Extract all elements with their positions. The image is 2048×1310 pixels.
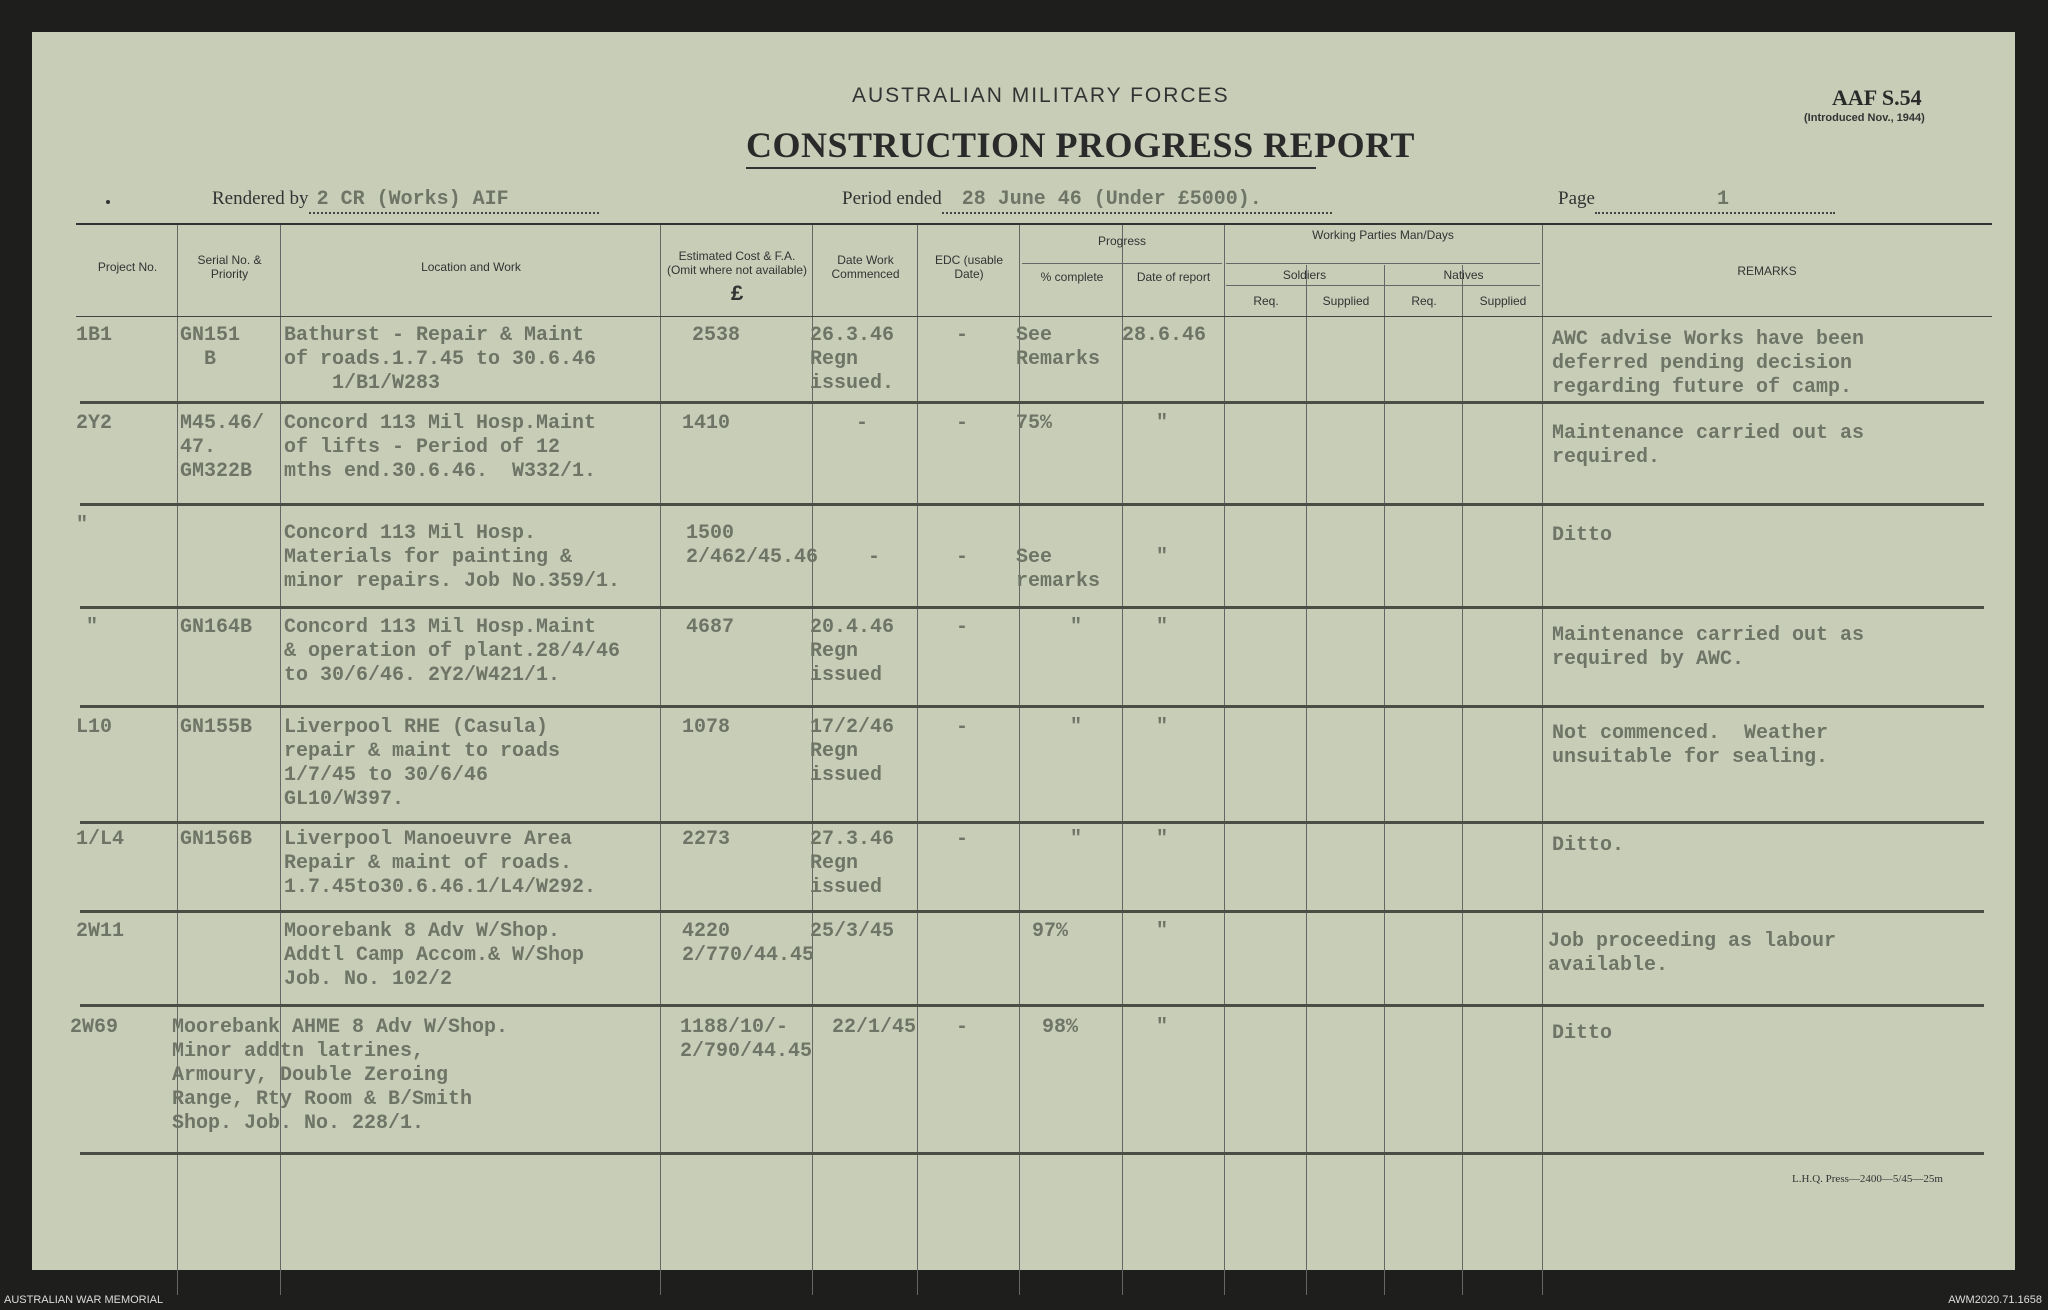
- header-working-parties: Working Parties Man/Days: [1312, 228, 1454, 242]
- row-rule: [80, 401, 1984, 404]
- row3-location: Concord 113 Mil Hosp. Materials for painting & minor repairs. Job No.359/1.: [284, 522, 621, 593]
- row1-remarks: AWC advise Works have been deferred pending decision regarding future of camp.: [1552, 328, 1865, 399]
- header-date-commenced: Date Work Commenced: [831, 253, 900, 281]
- header-percent: % complete: [1040, 270, 1104, 284]
- page-value: 1: [1716, 188, 1729, 211]
- header-date-of-report: Date of report: [1136, 270, 1211, 284]
- header-estimated-cost: Estimated Cost & F.A. (Omit where not available): [666, 249, 808, 277]
- row4-project: ": [86, 616, 99, 639]
- row2-edc: -: [956, 412, 969, 435]
- column-divider: [1306, 265, 1307, 1295]
- report-title: CONSTRUCTION PROGRESS REPORT: [746, 125, 1415, 165]
- row5-date-report: ": [1132, 716, 1169, 739]
- header-project-no: Project No.: [97, 260, 158, 274]
- column-divider: [1122, 225, 1123, 1295]
- row8-date-report: ": [1132, 1016, 1169, 1039]
- row2-date: -: [832, 412, 869, 435]
- page-field: [1595, 188, 1835, 214]
- row6-remarks: Ditto.: [1552, 834, 1625, 857]
- header-soldiers-req: Req.: [1253, 294, 1279, 308]
- row8-project: 2W69: [70, 1016, 119, 1039]
- row8-edc: -: [956, 1016, 969, 1039]
- row6-project: 1/L4: [76, 828, 125, 851]
- row-rule: [80, 821, 1984, 824]
- row-rule: [80, 606, 1984, 609]
- row3-date-report: ": [1156, 546, 1169, 569]
- row1-location: Bathurst - Repair & Maint of roads.1.7.45 to 30.6.46 1/B1/W283: [284, 324, 597, 395]
- archive-reference: AWM2020.71.1658: [1948, 1294, 2042, 1306]
- title-underline: [746, 167, 1316, 169]
- page-line: [1558, 188, 1835, 214]
- form-code: AAF S.54: [1832, 85, 1922, 110]
- rendered-by-line: [212, 188, 599, 214]
- row6-serial: GN156B: [180, 828, 253, 851]
- row2-cost: 1410: [682, 412, 731, 435]
- header-natives-supplied: Supplied: [1479, 294, 1527, 308]
- row7-remarks: Job proceeding as labour available.: [1548, 930, 1837, 977]
- row3-percent: See remarks: [1016, 546, 1101, 593]
- row4-location: Concord 113 Mil Hosp.Maint & operation of plant.28/4/46 to 30/6/46. 2Y2/W421/1.: [284, 616, 621, 687]
- row6-cost: 2273: [682, 828, 731, 851]
- period-ended-line: [842, 188, 1332, 214]
- row4-edc: -: [956, 616, 969, 639]
- period-ended-value: 28 June 46 (Under £5000).: [961, 188, 1262, 211]
- row6-location: Liverpool Manoeuvre Area Repair & maint of roads. 1.7.45to30.6.46.1/L4/W292.: [284, 828, 597, 899]
- working-parties-header-rule: [1226, 263, 1540, 264]
- row8-remarks: Ditto: [1552, 1022, 1613, 1045]
- row3-cost: 1500 2/462/45.46: [686, 522, 819, 569]
- header-natives-req: Req.: [1411, 294, 1437, 308]
- row7-date: 25/3/45: [810, 920, 895, 943]
- row1-project: 1B1: [76, 324, 113, 347]
- form-introduced-note: (Introduced Nov., 1944): [1804, 112, 1925, 124]
- column-divider: [1384, 265, 1385, 1295]
- printer-imprint: L.H.Q. Press—2400—5/45—25m: [1792, 1173, 1943, 1185]
- row7-location: Moorebank 8 Adv W/Shop. Addtl Camp Accom.& W/Shop Job. No. 102/2: [284, 920, 585, 991]
- row6-percent: ": [1046, 828, 1083, 851]
- row5-location: Liverpool RHE (Casula) repair & maint to roads 1/7/45 to 30/6/46 GL10/W397.: [284, 716, 561, 811]
- row-rule: [80, 1152, 1984, 1155]
- header-serial-no: Serial No. & Priority: [197, 253, 262, 281]
- report-sheet: [32, 32, 2015, 1270]
- row1-serial: GN151 B: [180, 324, 241, 371]
- row-rule: [80, 503, 1984, 506]
- rendered-by-label: Rendered by: [212, 188, 309, 209]
- row5-serial: GN155B: [180, 716, 253, 739]
- row2-serial: M45.46/ 47. GM322B: [180, 412, 265, 483]
- row-rule: [80, 705, 1984, 708]
- row5-edc: -: [956, 716, 969, 739]
- row4-remarks: Maintenance carried out as required by AWC.: [1552, 624, 1865, 671]
- row2-location: Concord 113 Mil Hosp.Maint of lifts - Period of 12 mths end.30.6.46. W332/1.: [284, 412, 597, 483]
- period-ended-label: Period ended: [842, 188, 942, 209]
- header-location-work: Location and Work: [421, 260, 521, 274]
- row4-date-report: ": [1132, 616, 1169, 639]
- archive-credit: AUSTRALIAN WAR MEMORIAL: [4, 1294, 164, 1306]
- progress-header-rule: [1022, 263, 1222, 264]
- header-soldiers: Soldiers: [1282, 268, 1327, 282]
- row5-remarks: Not commenced. Weather unsuitable for sealing.: [1552, 722, 1829, 769]
- row6-date: 27.3.46 Regn issued: [810, 828, 895, 899]
- row3-date: -: [868, 546, 881, 569]
- row1-date-report: 28.6.46: [1122, 324, 1207, 347]
- row3-remarks: Ditto: [1552, 524, 1613, 547]
- header-soldiers-supplied: Supplied: [1322, 294, 1370, 308]
- row3-project: ": [76, 514, 89, 537]
- row1-edc: -: [956, 324, 969, 347]
- row4-cost: 4687: [686, 616, 735, 639]
- row1-percent: See Remarks: [1016, 324, 1101, 371]
- column-divider: [1462, 265, 1463, 1295]
- column-divider: [1019, 225, 1020, 1295]
- soldiers-natives-header-rule: [1226, 285, 1540, 286]
- row7-project: 2W11: [76, 920, 125, 943]
- column-divider: [660, 225, 661, 1295]
- row7-date-report: ": [1132, 920, 1169, 943]
- row2-project: 2Y2: [76, 412, 113, 435]
- header-remarks: REMARKS: [1737, 264, 1797, 278]
- header-natives: Natives: [1443, 268, 1484, 282]
- row6-edc: -: [956, 828, 969, 851]
- row4-percent: ": [1046, 616, 1083, 639]
- column-divider: [1224, 225, 1225, 1295]
- row1-date: 26.3.46 Regn issued.: [810, 324, 895, 395]
- table-top-rule: [76, 223, 1992, 225]
- rendered-by-value: 2 CR (Works) AIF: [316, 188, 509, 211]
- header-bottom-rule: [76, 316, 1992, 317]
- period-ended-field: [942, 188, 1332, 214]
- row2-percent: 75%: [1016, 412, 1053, 435]
- row3-edc: -: [956, 546, 969, 569]
- row5-date: 17/2/46 Regn issued: [810, 716, 895, 787]
- rendered-by-field: [309, 188, 599, 214]
- row7-cost: 4220 2/770/44.45: [682, 920, 815, 967]
- header-progress: Progress: [1097, 234, 1147, 248]
- row8-percent: 98%: [1042, 1016, 1079, 1039]
- row5-project: L10: [76, 716, 113, 739]
- header-cost-unit: £: [730, 282, 744, 307]
- row7-percent: 97%: [1032, 920, 1069, 943]
- row8-cost: 1188/10/- 2/790/44.45: [680, 1016, 813, 1063]
- row-rule: [80, 910, 1984, 913]
- row6-date-report: ": [1132, 828, 1169, 851]
- row5-cost: 1078: [682, 716, 731, 739]
- row4-date: 20.4.46 Regn issued: [810, 616, 895, 687]
- row2-date-report: ": [1132, 412, 1169, 435]
- row8-location: Moorebank AHME 8 Adv W/Shop. Minor addtn latrines, Armoury, Double Zeroing Range, Rty Room & B/Smith Shop. Job. No. 228/1.: [172, 1016, 509, 1135]
- column-divider: [917, 225, 918, 1295]
- row1-cost: 2538: [692, 324, 741, 347]
- margin-dot: [106, 200, 110, 204]
- row4-serial: GN164B: [180, 616, 253, 639]
- row5-percent: ": [1046, 716, 1083, 739]
- organisation-heading: AUSTRALIAN MILITARY FORCES: [852, 84, 1230, 107]
- row8-date: 22/1/45: [832, 1016, 917, 1039]
- page-label: Page: [1558, 188, 1595, 209]
- row2-remarks: Maintenance carried out as required.: [1552, 422, 1865, 469]
- header-edc: EDC (usable Date): [934, 253, 1004, 281]
- row-rule: [80, 1004, 1984, 1007]
- column-divider: [1542, 225, 1543, 1295]
